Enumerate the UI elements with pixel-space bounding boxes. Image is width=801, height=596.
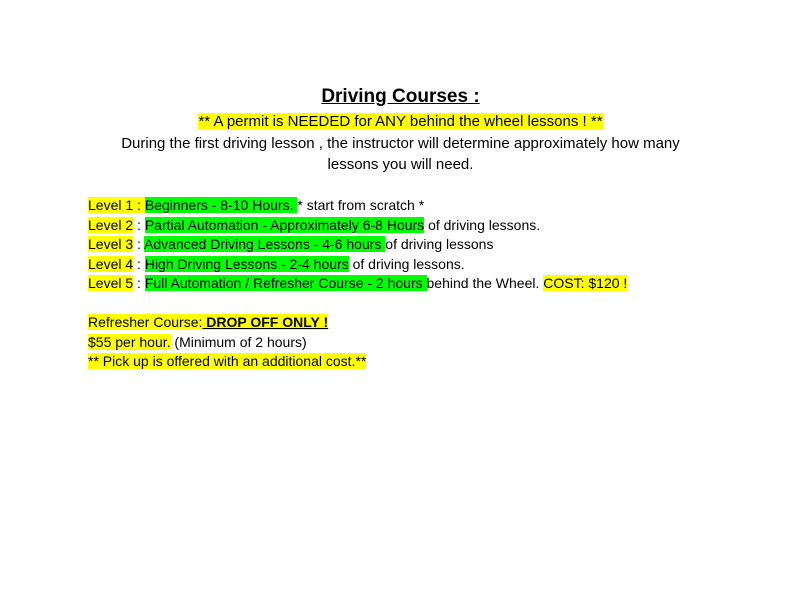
level-separator: : bbox=[133, 216, 145, 233]
level-suffix: of driving lessons. bbox=[424, 216, 541, 233]
level-label: Level 1 bbox=[88, 197, 134, 213]
refresher-rate: $55 per hour. bbox=[88, 333, 171, 350]
level-suffix: behind the Wheel. bbox=[426, 275, 544, 292]
level-4-row bbox=[88, 255, 627, 275]
level-description: Advanced Driving Lessons - 4-6 hours bbox=[144, 236, 386, 253]
level-label: Level 2 bbox=[88, 216, 134, 233]
level-description: High Driving Lessons - 2-4 hours bbox=[144, 255, 349, 272]
dropoff-notice: DROP OFF ONLY ! bbox=[202, 314, 329, 330]
pickup-row bbox=[88, 352, 366, 372]
refresher-label: Refresher Course: bbox=[88, 314, 203, 330]
level-1-row bbox=[88, 196, 627, 216]
level-suffix: of driving lessons bbox=[385, 236, 494, 253]
page-title: Driving Courses : bbox=[321, 86, 480, 107]
level-suffix: of driving lessons. bbox=[348, 255, 465, 272]
level-3-row bbox=[88, 235, 627, 255]
level-separator: : bbox=[133, 275, 145, 292]
level-2-row bbox=[88, 216, 627, 236]
refresher-minimum: (Minimum of 2 hours) bbox=[170, 333, 307, 350]
permit-notice-line bbox=[0, 111, 801, 132]
levels-list bbox=[88, 196, 627, 294]
level-separator: : bbox=[133, 255, 145, 272]
level-label: Level 4 bbox=[88, 255, 134, 272]
intro-line-1: During the first driving lesson , the instructor will determine approximately how many bbox=[121, 135, 680, 152]
pickup-notice: ** Pick up is offered with an additional cost.** bbox=[88, 353, 367, 369]
cost-badge: COST: $120 ! bbox=[543, 275, 628, 292]
level-label: Level 3 bbox=[88, 236, 134, 253]
level-description: Beginners - 8-10 Hours. bbox=[144, 197, 298, 213]
level-description: Full Automation / Refresher Course - 2 hours bbox=[144, 275, 427, 292]
refresher-section bbox=[88, 313, 366, 372]
level-separator: : bbox=[133, 197, 145, 213]
intro-line-2: lessons you will need. bbox=[327, 156, 474, 173]
refresher-rate-row bbox=[88, 333, 366, 353]
level-description: Partial Automation - Approximately 6-8 Hours bbox=[144, 216, 425, 233]
level-suffix: * start from scratch * bbox=[297, 197, 425, 213]
refresher-heading-row bbox=[88, 313, 366, 333]
level-label: Level 5 bbox=[88, 275, 134, 292]
level-5-row bbox=[88, 274, 627, 294]
level-separator: : bbox=[133, 236, 145, 253]
permit-notice: ** A permit is NEEDED for ANY behind the wheel lessons ! ** bbox=[198, 113, 603, 130]
